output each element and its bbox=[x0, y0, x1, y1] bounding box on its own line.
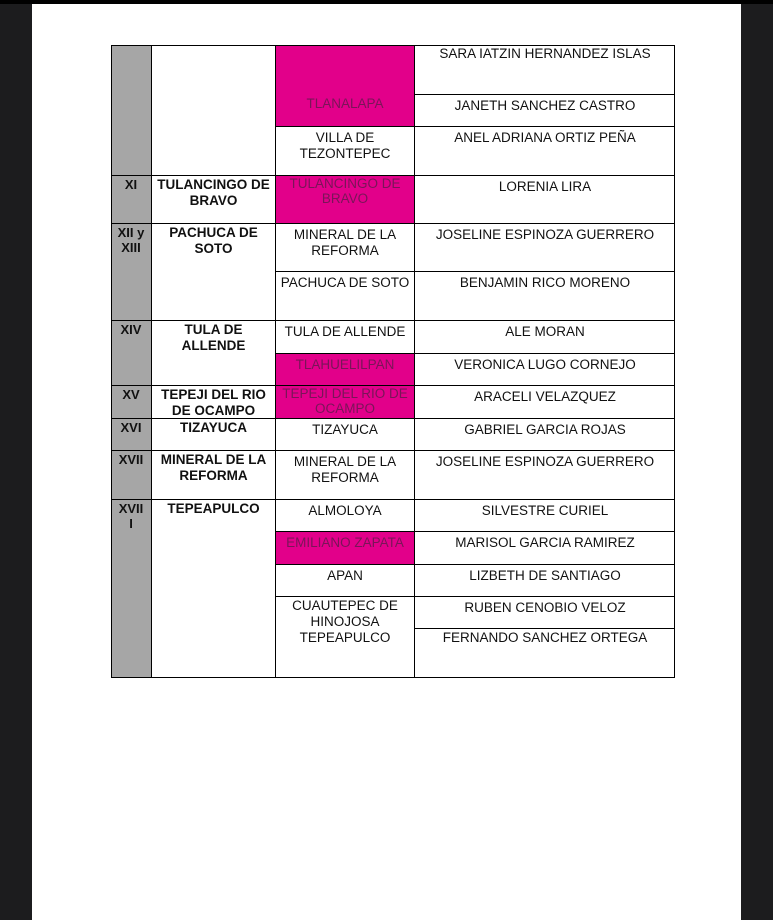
district-label: XVII bbox=[118, 452, 144, 467]
table-horizontal-border bbox=[275, 175, 675, 176]
table-vertical-border bbox=[275, 45, 276, 677]
table-horizontal-border bbox=[275, 126, 675, 127]
candidate-cell bbox=[415, 45, 675, 94]
district-label: XVII I bbox=[118, 501, 144, 531]
district-label: XIV bbox=[120, 322, 142, 337]
candidate-cell bbox=[415, 271, 675, 320]
table-horizontal-border bbox=[111, 499, 275, 500]
table-horizontal-border bbox=[275, 353, 675, 354]
candidate-cell bbox=[415, 450, 675, 499]
municipality-cell bbox=[276, 223, 414, 271]
candidate-cell bbox=[415, 353, 675, 385]
table-horizontal-border bbox=[275, 45, 675, 46]
candidate-name: ANEL ADRIANA ORTIZ PEÑA bbox=[454, 130, 636, 145]
district-head-name: TEPEJI DEL RIO DE OCAMPO bbox=[161, 387, 266, 418]
district-head-cell bbox=[152, 385, 275, 418]
district-number bbox=[111, 175, 151, 223]
candidate-name: JOSELINE ESPINOZA GUERRERO bbox=[435, 227, 655, 242]
candidate-cell bbox=[415, 499, 675, 531]
table-horizontal-border bbox=[275, 677, 675, 678]
district-head-cell bbox=[152, 418, 275, 450]
candidate-name: SILVESTRE CURIEL bbox=[481, 503, 609, 518]
candidate-name: ARACELI VELAZQUEZ bbox=[474, 389, 616, 404]
municipality-cell bbox=[276, 499, 414, 531]
candidate-name: RUBEN CENOBIO VELOZ bbox=[464, 600, 626, 615]
table-horizontal-border bbox=[275, 418, 675, 419]
municipality-cell bbox=[276, 175, 414, 223]
district-head-cell bbox=[152, 320, 275, 385]
table-horizontal-border bbox=[275, 450, 675, 451]
candidate-name: VERONICA LUGO CORNEJO bbox=[454, 357, 636, 372]
candidate-name: GABRIEL GARCIA ROJAS bbox=[464, 422, 626, 437]
candidate-cell bbox=[415, 175, 675, 223]
municipality-name: TLAHUELILPAN bbox=[295, 357, 395, 372]
municipality-name: ALMOLOYA bbox=[308, 503, 382, 518]
municipality-cell bbox=[276, 450, 414, 499]
district-head-name: TIZAYUCA bbox=[179, 420, 247, 435]
municipality-name: CUAUTEPEC DE HINOJOSA bbox=[292, 598, 398, 629]
candidate-name: BENJAMIN RICO MORENO bbox=[459, 275, 631, 290]
candidate-name: FERNANDO SANCHEZ ORTEGA bbox=[442, 630, 648, 645]
candidate-cell bbox=[415, 531, 675, 564]
table-horizontal-border bbox=[414, 94, 675, 95]
candidate-name: MARISOL GARCIA RAMIREZ bbox=[455, 535, 635, 550]
district-number bbox=[111, 450, 151, 499]
district-label: XII y XIII bbox=[117, 225, 145, 255]
table-horizontal-border bbox=[275, 531, 675, 532]
district-head-name: MINERAL DE LA REFORMA bbox=[160, 452, 267, 483]
municipality-cell bbox=[276, 271, 414, 320]
candidate-name: ALE MORAN bbox=[505, 324, 585, 339]
municipality-cell bbox=[276, 564, 414, 596]
municipality-cell bbox=[276, 353, 414, 385]
table-horizontal-border bbox=[275, 564, 675, 565]
candidate-name: LIZBETH DE SANTIAGO bbox=[469, 568, 621, 583]
municipality-name: VILLA DE TEZONTEPEC bbox=[299, 130, 391, 161]
candidate-cell bbox=[415, 596, 675, 628]
candidate-cell bbox=[415, 223, 675, 271]
municipality-name: PACHUCA DE SOTO bbox=[280, 275, 410, 290]
district-head-cell bbox=[152, 499, 275, 677]
table-vertical-border bbox=[674, 45, 675, 677]
table-horizontal-border bbox=[275, 596, 675, 597]
candidate-cell bbox=[415, 564, 675, 596]
municipality-cell bbox=[276, 418, 414, 450]
municipality-name: MINERAL DE LA REFORMA bbox=[293, 227, 397, 258]
table-vertical-border bbox=[414, 45, 415, 677]
district-label: XI bbox=[124, 177, 138, 192]
municipality-name: TLANALAPA bbox=[306, 96, 384, 111]
table-horizontal-border bbox=[111, 418, 275, 419]
district-number bbox=[111, 385, 151, 418]
table-horizontal-border bbox=[111, 385, 275, 386]
municipality-cell bbox=[276, 628, 414, 677]
district-head-cell bbox=[152, 450, 275, 499]
table-horizontal-border bbox=[111, 175, 275, 176]
district-head-name: PACHUCA DE SOTO bbox=[169, 225, 258, 256]
candidate-cell bbox=[415, 126, 675, 175]
candidate-cell bbox=[415, 628, 675, 677]
municipality-cell bbox=[276, 385, 414, 418]
table-horizontal-border bbox=[275, 223, 675, 224]
municipality-name: TIZAYUCA bbox=[312, 422, 378, 437]
table-horizontal-border bbox=[111, 677, 275, 678]
candidate-name: LORENIA LIRA bbox=[498, 179, 592, 194]
district-number bbox=[111, 320, 151, 385]
municipality-cell bbox=[276, 126, 414, 175]
candidate-cell bbox=[415, 418, 675, 450]
district-label: XVI bbox=[120, 420, 142, 435]
municipality-name: APAN bbox=[327, 568, 363, 583]
table-horizontal-border bbox=[111, 320, 275, 321]
table-vertical-border bbox=[111, 45, 112, 677]
candidate-name: JANETH SANCHEZ CASTRO bbox=[454, 98, 636, 113]
municipality-cell bbox=[276, 320, 414, 353]
district-head-name: TULA DE ALLENDE bbox=[181, 322, 246, 353]
candidate-cell bbox=[415, 94, 675, 126]
municipality-cell bbox=[276, 531, 414, 564]
municipality-cell bbox=[276, 596, 414, 628]
municipality-name: TEPEJI DEL RIO DE OCAMPO bbox=[282, 386, 408, 416]
district-number bbox=[111, 499, 151, 677]
municipality-name: TEPEAPULCO bbox=[299, 630, 391, 645]
municipality-name: EMILIANO ZAPATA bbox=[286, 535, 404, 550]
district-number bbox=[111, 418, 151, 450]
district-number bbox=[111, 223, 151, 320]
municipality-name: TULANCINGO DE BRAVO bbox=[289, 176, 401, 206]
district-head-cell bbox=[152, 175, 275, 223]
district-head-name: TEPEAPULCO bbox=[167, 501, 260, 516]
district-head-name: TULANCINGO DE BRAVO bbox=[157, 177, 270, 208]
municipality-name: MINERAL DE LA REFORMA bbox=[293, 454, 397, 485]
municipality-cell bbox=[276, 46, 414, 126]
table-horizontal-border bbox=[414, 628, 675, 629]
district-label: XV bbox=[122, 387, 140, 402]
candidate-cell bbox=[415, 320, 675, 353]
candidate-name: JOSELINE ESPINOZA GUERRERO bbox=[435, 454, 655, 469]
table-horizontal-border bbox=[111, 450, 275, 451]
candidate-cell bbox=[415, 385, 675, 418]
table-horizontal-border bbox=[111, 223, 275, 224]
district-head-cell bbox=[152, 223, 275, 320]
table-horizontal-border bbox=[275, 271, 675, 272]
candidate-name: SARA IATZIN HERNANDEZ ISLAS bbox=[439, 46, 651, 61]
table-vertical-border bbox=[151, 45, 152, 677]
table-horizontal-border bbox=[275, 320, 675, 321]
municipality-name: TULA DE ALLENDE bbox=[284, 324, 406, 339]
table-horizontal-border bbox=[111, 45, 275, 46]
table-horizontal-border bbox=[275, 385, 675, 386]
table-horizontal-border bbox=[275, 499, 675, 500]
